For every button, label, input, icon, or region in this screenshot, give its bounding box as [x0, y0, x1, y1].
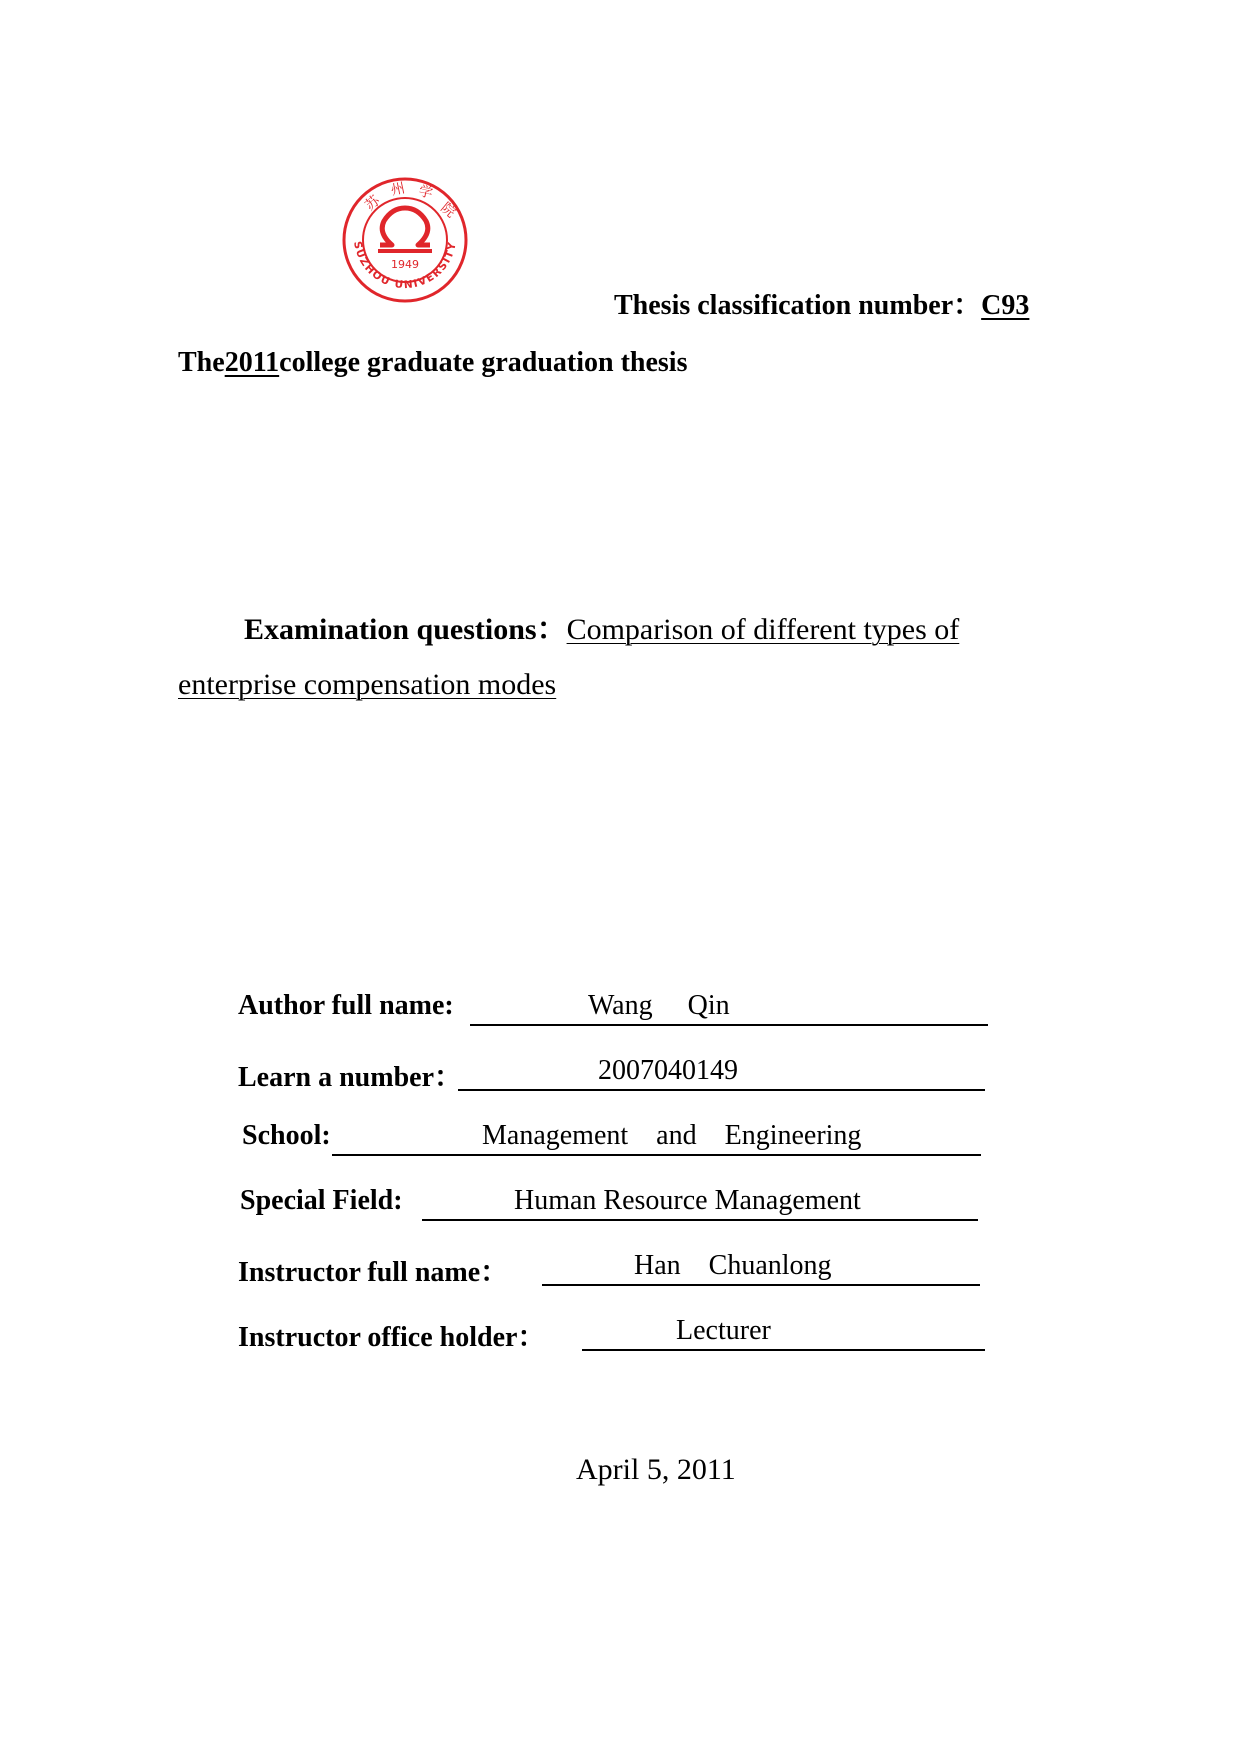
- field-value: Management and Engineering: [482, 1120, 862, 1151]
- field-value: 2007040149: [598, 1055, 738, 1086]
- field-value: Human Resource Management: [514, 1185, 861, 1216]
- examination-label: Examination questions：: [244, 613, 567, 646]
- field-label: Instructor office holder：: [238, 1322, 546, 1353]
- svg-text:苏: 苏: [362, 192, 384, 215]
- examination-title-part1: Comparison of different types of: [566, 613, 960, 646]
- university-seal-logo: [340, 175, 470, 305]
- field-label: Learn a number：: [238, 1062, 463, 1093]
- svg-text:学: 学: [417, 183, 435, 202]
- field-value: Han Chuanlong: [634, 1250, 832, 1281]
- svg-text:州: 州: [389, 180, 407, 199]
- field-label: Special Field:: [240, 1185, 403, 1216]
- thesis-date: April 5, 2011: [576, 1453, 736, 1486]
- field-value: Wang Qin: [588, 990, 730, 1021]
- thesis-heading: [178, 347, 687, 379]
- svg-text:1949: 1949: [391, 258, 419, 271]
- thesis-prefix: The: [178, 347, 225, 378]
- classification-line: [614, 283, 1029, 323]
- field-label: School:: [242, 1120, 331, 1151]
- field-label: Author full name:: [238, 990, 454, 1021]
- classification-value: C93: [981, 290, 1030, 321]
- classification-label: Thesis classification number：: [614, 290, 982, 321]
- thesis-suffix: college graduate graduation thesis: [279, 347, 688, 378]
- svg-text:院: 院: [437, 199, 459, 222]
- field-value: Lecturer: [676, 1315, 771, 1346]
- thesis-year: 2011: [224, 347, 280, 378]
- field-label: Instructor full name：: [238, 1257, 509, 1288]
- examination-title-line1: [244, 604, 959, 648]
- examination-title-line2: enterprise compensation modes: [178, 668, 557, 701]
- svg-text:SUZHOU UNIVERSITY: SUZHOU UNIVERSITY: [351, 240, 459, 292]
- field-underline: [582, 1315, 985, 1351]
